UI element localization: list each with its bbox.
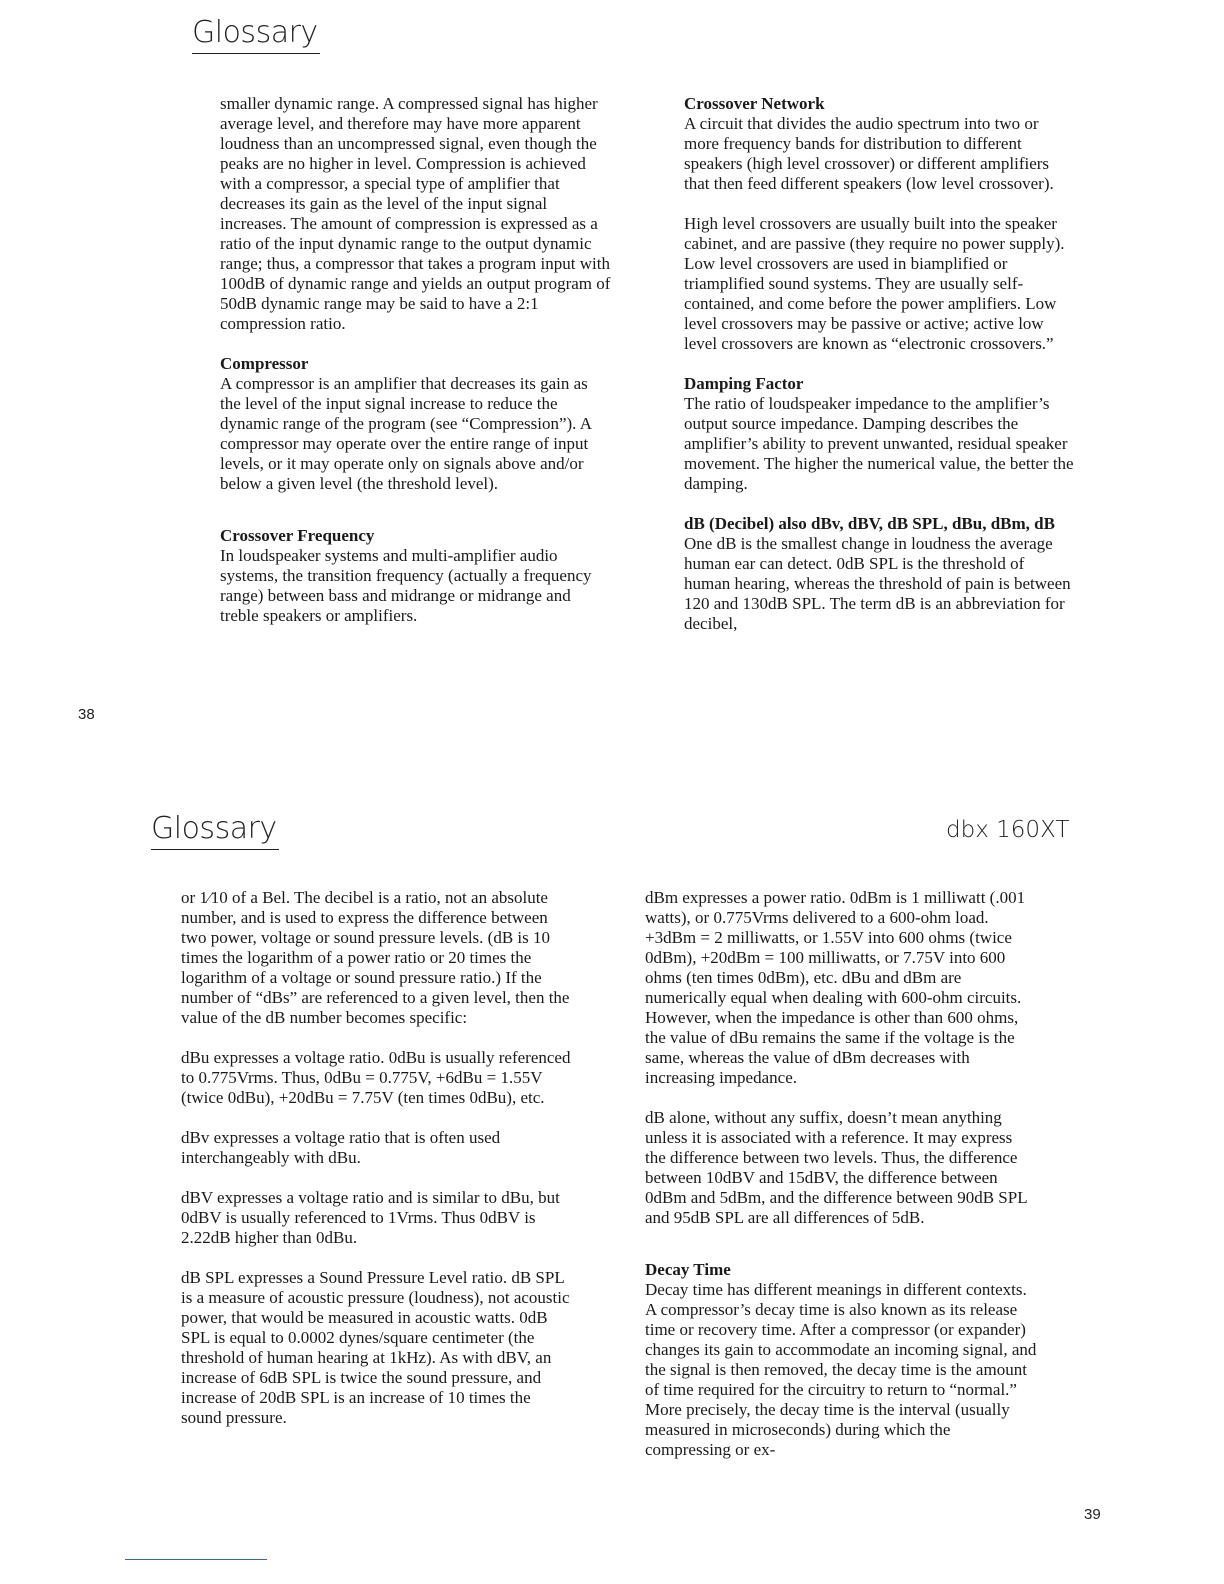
glossary-entry <box>220 526 612 626</box>
page-number: 39 <box>1084 1506 1101 1523</box>
right-column <box>684 94 1074 654</box>
entry-text: or 1⁄10 of a Bel. The decibel is a ratio, not an absolute number, and is used to express the difference between two power, voltage or sound pressure levels. (dB is 10 times the logarithm of a power ratio or 20 times the logarithm of a voltage or sound pressure ratio.) If the number of “dBs” are referenced to a given level, then the value of the dB number becomes specific: <box>181 888 570 1027</box>
entry-text: In loudspeaker systems and multi-amplifier audio systems, the transition frequency (actually a frequency range) between bass and midrange or midrange and treble speakers or amplifiers. <box>220 546 592 625</box>
glossary-entry <box>181 1048 573 1108</box>
entry-text: dB alone, without any suffix, doesn’t mean anything unless it is associated with a reference. It may express the difference between two levels. Thus, the difference between 10dBV and 15dBV, the difference between 0dBm and 5dBm, and the difference between 90dB SPL and 95dB SPL are all differences of 5dB. <box>645 1108 1027 1227</box>
left-column <box>181 888 573 1448</box>
glossary-entry <box>684 514 1074 634</box>
right-column <box>645 888 1037 1480</box>
footer-rule <box>125 1559 267 1560</box>
glossary-entry <box>645 1260 1037 1460</box>
entry-text: dBu expresses a voltage ratio. 0dBu is usually referenced to 0.775Vrms. Thus, 0dBu = 0.775V, +6dBu = 1.55V (twice 0dBu), +20dBu = 7.75V (ten times 0dBu), etc. <box>181 1048 571 1107</box>
entry-text: A circuit that divides the audio spectrum into two or more frequency bands for distribution to different speakers (high level crossover) or different amplifiers that then feed different speakers (low level crossover). <box>684 114 1054 193</box>
glossary-entry <box>645 1108 1037 1228</box>
glossary-entry <box>220 94 612 334</box>
glossary-entry <box>181 888 573 1028</box>
entry-term: Crossover Network <box>684 94 825 113</box>
entry-text: High level crossovers are usually built into the speaker cabinet, and are passive (they require no power supply). Low level crossovers are used in biamplified or triamplified sound systems. They are usually self-contained, and come before the power amplifiers. Low level crossovers may be passive or active; active low level crossovers are known as “electronic crossovers.” <box>684 214 1065 353</box>
glossary-entry <box>684 214 1074 354</box>
entry-text: dB SPL expresses a Sound Pressure Level ratio. dB SPL is a measure of acoustic pressure (loudness), not acoustic power, that would be measured in acoustic watts. 0dB SPL is equal to 0.0002 dynes/square centimeter (the threshold of human hearing at 1kHz). As with dBV, an increase of 6dB SPL is twice the sound pressure, and increase of 20dB SPL is an increase of 10 times the sound pressure. <box>181 1268 570 1427</box>
entry-text: smaller dynamic range. A compressed signal has higher average level, and therefore may have more apparent loudness than an uncompressed signal, even though the peaks are no higher in level. Compression is achieved with a compressor, a special type of amplifier that decreases its gain as the level of the input signal increases. The amount of compression is expressed as a ratio of the input dynamic range to the output dynamic range; thus, a compressor that takes a program input with 100dB of dynamic range and yields an output program of 50dB dynamic range may be said to have a 2:1 compression ratio. <box>220 94 611 333</box>
glossary-entry <box>220 354 612 494</box>
entry-text: dBm expresses a power ratio. 0dBm is 1 milliwatt (.001 watts), or 0.775Vrms delivered to a 600-ohm load. +3dBm = 2 milliwatts, or 1.55V into 600 ohms (twice 0dBm), +20dBm = 100 milliwatts, or 7.75V into 600 ohms (ten times 0dBm), etc. dBu and dBm are numerically equal when dealing with 600-ohm circuits. However, when the impedance is other than 600 ohms, the value of dBu remains the same if the voltage is the same, whereas the value of dBm decreases with increasing impedance. <box>645 888 1026 1087</box>
entry-term: Compressor <box>220 354 309 373</box>
entry-term: Crossover Frequency <box>220 526 375 545</box>
left-column <box>220 94 612 646</box>
glossary-entry <box>181 1128 573 1168</box>
page-title: Glossary <box>151 811 277 846</box>
page-39 <box>0 792 1224 1584</box>
entry-term: dB (Decibel) also dBv, dBV, dB SPL, dBu, dBm, dB <box>684 514 1055 533</box>
glossary-entry <box>684 374 1074 494</box>
glossary-entry <box>181 1188 573 1248</box>
entry-text: dBV expresses a voltage ratio and is similar to dBu, but 0dBV is usually referenced to 1Vrms. Thus 0dBV is 2.22dB higher than 0dBu. <box>181 1188 560 1247</box>
entry-term: Damping Factor <box>684 374 804 393</box>
title-underline <box>192 53 320 54</box>
page-number: 38 <box>78 706 95 723</box>
entry-text: dBv expresses a voltage ratio that is often used interchangeably with dBu. <box>181 1128 501 1167</box>
entry-text: Decay time has different meanings in different contexts. A compressor’s decay time is also known as its release time or recovery time. After a compressor (or expander) changes its gain to accommodate an incoming signal, and the signal is then removed, the decay time is the amount of time required for the circuitry to return to “normal.” More precisely, the decay time is the interval (usually measured in microseconds) during which the compressing or ex- <box>645 1280 1037 1459</box>
glossary-entry <box>684 94 1074 194</box>
product-name: dbx 160XT <box>946 817 1070 843</box>
glossary-entry <box>181 1268 573 1428</box>
entry-text: One dB is the smallest change in loudness the average human ear can detect. 0dB SPL is the threshold of human hearing, whereas the threshold of pain is between 120 and 130dB SPL. The term dB is an abbreviation for decibel, <box>684 534 1071 633</box>
title-underline <box>151 849 279 850</box>
page-title: Glossary <box>192 15 318 50</box>
entry-text: A compressor is an amplifier that decreases its gain as the level of the input signal increase to reduce the dynamic range of the program (see “Compression”). A compressor may operate over the entire range of input levels, or it may operate only on signals above and/or below a given level (the threshold level). <box>220 374 592 493</box>
glossary-entry <box>645 888 1037 1088</box>
entry-term: Decay Time <box>645 1260 731 1279</box>
entry-text: The ratio of loudspeaker impedance to the amplifier’s output source impedance. Damping describes the amplifier’s ability to prevent unwanted, residual speaker movement. The higher the numerical value, the better the damping. <box>684 394 1074 493</box>
